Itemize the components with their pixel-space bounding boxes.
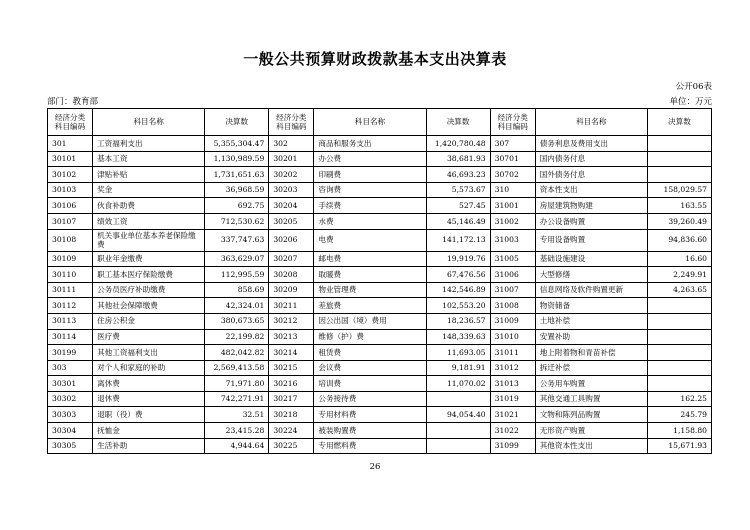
- code-cell: 302: [269, 136, 314, 152]
- value-cell: 482,042.82: [205, 345, 269, 361]
- value-cell: [647, 313, 711, 329]
- code-cell: 30701: [490, 151, 535, 167]
- name-cell: 被装购置费: [314, 423, 426, 439]
- header-value: 决算数: [647, 109, 711, 136]
- code-cell: 31001: [490, 198, 535, 214]
- name-cell: 专用设备购置: [535, 229, 647, 251]
- code-cell: 30209: [269, 282, 314, 298]
- name-cell: 其他资本性支出: [535, 438, 647, 454]
- value-cell: 1,158.80: [647, 423, 711, 439]
- value-cell: 18,236.57: [426, 313, 490, 329]
- header-name: 科目名称: [314, 109, 426, 136]
- code-cell: 30202: [269, 167, 314, 183]
- name-cell: 公务接待费: [314, 391, 426, 407]
- table-row: [48, 229, 712, 251]
- value-cell: 5,573.67: [426, 182, 490, 198]
- code-cell: 303: [48, 360, 93, 376]
- header-row: [48, 109, 712, 136]
- code-cell: 31006: [490, 267, 535, 283]
- code-cell: 31009: [490, 313, 535, 329]
- name-cell: 信息网络及软件购置更新: [535, 282, 647, 298]
- value-cell: 4,263.65: [647, 282, 711, 298]
- name-cell: 其他工资福利支出: [93, 345, 205, 361]
- name-cell: 办公费: [314, 151, 426, 167]
- name-cell: 拆迁补偿: [535, 360, 647, 376]
- name-cell: 取暖费: [314, 267, 426, 283]
- code-cell: 30114: [48, 329, 93, 345]
- name-cell: 文物和陈列品购置: [535, 407, 647, 423]
- code-cell: 31013: [490, 376, 535, 392]
- name-cell: 办公设备购置: [535, 213, 647, 229]
- value-cell: 712,530.62: [205, 213, 269, 229]
- name-cell: 国外债务付息: [535, 167, 647, 183]
- code-cell: 30305: [48, 438, 93, 454]
- code-cell: 31019: [490, 391, 535, 407]
- value-cell: 141,172.13: [426, 229, 490, 251]
- page-title: 一般公共预算财政拨款基本支出决算表: [243, 50, 507, 68]
- code-cell: 30214: [269, 345, 314, 361]
- meta-line: [47, 95, 712, 107]
- name-cell: 土地补偿: [535, 313, 647, 329]
- code-cell: 30216: [269, 376, 314, 392]
- table-row: [48, 438, 712, 454]
- code-cell: 30217: [269, 391, 314, 407]
- code-cell: 310: [490, 182, 535, 198]
- table-row: [48, 136, 712, 152]
- header-name: 科目名称: [93, 109, 205, 136]
- budget-table: [47, 108, 712, 454]
- name-cell: 退职（役）费: [93, 407, 205, 423]
- name-cell: 其他交通工具购置: [535, 391, 647, 407]
- value-cell: 19,919.76: [426, 251, 490, 267]
- name-cell: 伙食补助费: [93, 198, 205, 214]
- code-cell: 31008: [490, 298, 535, 314]
- value-cell: [426, 423, 490, 439]
- name-cell: 手续费: [314, 198, 426, 214]
- code-cell: 301: [48, 136, 93, 152]
- value-cell: [647, 298, 711, 314]
- table-row: [48, 407, 712, 423]
- code-cell: 30225: [269, 438, 314, 454]
- table-row: [48, 313, 712, 329]
- code-cell: 30199: [48, 345, 93, 361]
- code-cell: 30301: [48, 376, 93, 392]
- name-cell: 绩效工资: [93, 213, 205, 229]
- code-cell: 30203: [269, 182, 314, 198]
- value-cell: [647, 329, 711, 345]
- value-cell: 2,249.91: [647, 267, 711, 283]
- name-cell: 租赁费: [314, 345, 426, 361]
- value-cell: [647, 167, 711, 183]
- code-cell: 30103: [48, 182, 93, 198]
- value-cell: 23,415.28: [205, 423, 269, 439]
- value-cell: 36,968.59: [205, 182, 269, 198]
- code-cell: 31011: [490, 345, 535, 361]
- value-cell: 94,054.40: [426, 407, 490, 423]
- value-cell: 39,260.49: [647, 213, 711, 229]
- code-cell: 30224: [269, 423, 314, 439]
- value-cell: [647, 345, 711, 361]
- code-cell: 30112: [48, 298, 93, 314]
- code-cell: 30215: [269, 360, 314, 376]
- code-cell: 31003: [490, 229, 535, 251]
- name-cell: 会议费: [314, 360, 426, 376]
- code-cell: 31012: [490, 360, 535, 376]
- name-cell: 因公出国（境）费用: [314, 313, 426, 329]
- value-cell: 67,476.56: [426, 267, 490, 283]
- table-row: [48, 182, 712, 198]
- name-cell: 安置补助: [535, 329, 647, 345]
- code-cell: 30702: [490, 167, 535, 183]
- table-row: [48, 360, 712, 376]
- value-cell: 148,339.63: [426, 329, 490, 345]
- name-cell: 培训费: [314, 376, 426, 392]
- value-cell: 858.69: [205, 282, 269, 298]
- name-cell: 大型修缮: [535, 267, 647, 283]
- name-cell: 物业管理费: [314, 282, 426, 298]
- name-cell: 房屋建筑物购建: [535, 198, 647, 214]
- code-cell: 31007: [490, 282, 535, 298]
- value-cell: 71,971.80: [205, 376, 269, 392]
- name-cell: 资本性支出: [535, 182, 647, 198]
- value-cell: 337,747.63: [205, 229, 269, 251]
- name-cell: 工资福利支出: [93, 136, 205, 152]
- code-cell: 30218: [269, 407, 314, 423]
- table-row: [48, 423, 712, 439]
- value-cell: [426, 438, 490, 454]
- table-row: [48, 251, 712, 267]
- value-cell: 162.25: [647, 391, 711, 407]
- name-cell: 差旅费: [314, 298, 426, 314]
- value-cell: 692.75: [205, 198, 269, 214]
- name-cell: 专用材料费: [314, 407, 426, 423]
- code-cell: 30204: [269, 198, 314, 214]
- value-cell: 2,569,413.58: [205, 360, 269, 376]
- code-cell: 30101: [48, 151, 93, 167]
- name-cell: 对个人和家庭的补助: [93, 360, 205, 376]
- value-cell: 112,995.59: [205, 267, 269, 283]
- value-cell: 158,029.57: [647, 182, 711, 198]
- name-cell: 维修（护）费: [314, 329, 426, 345]
- code-cell: 30111: [48, 282, 93, 298]
- header-value: 决算数: [205, 109, 269, 136]
- table-row: [48, 329, 712, 345]
- name-cell: 退休费: [93, 391, 205, 407]
- name-cell: 商品和服务支出: [314, 136, 426, 152]
- value-cell: 363,629.07: [205, 251, 269, 267]
- name-cell: 国内债务付息: [535, 151, 647, 167]
- value-cell: [426, 391, 490, 407]
- code-cell: 31002: [490, 213, 535, 229]
- code-cell: 30304: [48, 423, 93, 439]
- value-cell: 38,681.93: [426, 151, 490, 167]
- value-cell: 45,146.49: [426, 213, 490, 229]
- code-cell: 30212: [269, 313, 314, 329]
- name-cell: 债务利息及费用支出: [535, 136, 647, 152]
- header-value: 决算数: [426, 109, 490, 136]
- name-cell: 印刷费: [314, 167, 426, 183]
- value-cell: 1,731,651.63: [205, 167, 269, 183]
- code-cell: 31022: [490, 423, 535, 439]
- name-cell: 职业年金缴费: [93, 251, 205, 267]
- table-row: [48, 267, 712, 283]
- budget-table-body: [48, 136, 712, 454]
- name-cell: 专用燃料费: [314, 438, 426, 454]
- name-cell: 抚恤金: [93, 423, 205, 439]
- page-number: 26: [369, 462, 381, 472]
- name-cell: 津贴补贴: [93, 167, 205, 183]
- value-cell: 742,271.91: [205, 391, 269, 407]
- value-cell: 4,944.64: [205, 438, 269, 454]
- code-cell: 31010: [490, 329, 535, 345]
- code-cell: 30106: [48, 198, 93, 214]
- name-cell: 生活补助: [93, 438, 205, 454]
- name-cell: 医疗费: [93, 329, 205, 345]
- name-cell: 职工基本医疗保险缴费: [93, 267, 205, 283]
- code-cell: 30113: [48, 313, 93, 329]
- value-cell: 163.55: [647, 198, 711, 214]
- name-cell: 公务用车购置: [535, 376, 647, 392]
- name-cell: 电费: [314, 229, 426, 251]
- value-cell: 46,693.23: [426, 167, 490, 183]
- unit-label: 单位：万元: [669, 97, 712, 107]
- name-cell: 其他社会保障缴费: [93, 298, 205, 314]
- name-cell: 奖金: [93, 182, 205, 198]
- name-cell: 机关事业单位基本养老保险缴费: [93, 229, 205, 251]
- value-cell: [647, 151, 711, 167]
- value-cell: [647, 360, 711, 376]
- name-cell: 物资储备: [535, 298, 647, 314]
- table-code-label: 公开06表: [675, 82, 712, 92]
- header-code: 经济分类 科目编码: [269, 109, 314, 136]
- value-cell: 102,553.20: [426, 298, 490, 314]
- code-cell: 30109: [48, 251, 93, 267]
- name-cell: 地上附着物和青苗补偿: [535, 345, 647, 361]
- value-cell: 11,070.02: [426, 376, 490, 392]
- name-cell: 公务员医疗补助缴费: [93, 282, 205, 298]
- code-cell: 30211: [269, 298, 314, 314]
- value-cell: 1,130,989.59: [205, 151, 269, 167]
- value-cell: [647, 376, 711, 392]
- code-cell: 30213: [269, 329, 314, 345]
- code-cell: 30201: [269, 151, 314, 167]
- name-cell: 住房公积金: [93, 313, 205, 329]
- code-cell: 31005: [490, 251, 535, 267]
- value-cell: 380,673.65: [205, 313, 269, 329]
- value-cell: 1,420,780.48: [426, 136, 490, 152]
- budget-table-header: [48, 109, 712, 136]
- table-row: [48, 391, 712, 407]
- value-cell: 527.45: [426, 198, 490, 214]
- code-cell: 30303: [48, 407, 93, 423]
- table-row: [48, 298, 712, 314]
- value-cell: 245.79: [647, 407, 711, 423]
- name-cell: 邮电费: [314, 251, 426, 267]
- code-cell: 30208: [269, 267, 314, 283]
- code-cell: 30207: [269, 251, 314, 267]
- table-row: [48, 198, 712, 214]
- department-label: 部门：教育部: [47, 97, 99, 107]
- value-cell: 142,546.89: [426, 282, 490, 298]
- code-cell: 30302: [48, 391, 93, 407]
- value-cell: 11,693.05: [426, 345, 490, 361]
- name-cell: 水费: [314, 213, 426, 229]
- value-cell: 5,355,304.47: [205, 136, 269, 152]
- header-name: 科目名称: [535, 109, 647, 136]
- code-cell: 30110: [48, 267, 93, 283]
- code-cell: 31099: [490, 438, 535, 454]
- code-cell: 30107: [48, 213, 93, 229]
- code-cell: 30102: [48, 167, 93, 183]
- table-row: [48, 151, 712, 167]
- value-cell: 42,324.01: [205, 298, 269, 314]
- value-cell: 32.51: [205, 407, 269, 423]
- value-cell: 22,199.82: [205, 329, 269, 345]
- code-cell: 31021: [490, 407, 535, 423]
- value-cell: 9,181.91: [426, 360, 490, 376]
- value-cell: 16.60: [647, 251, 711, 267]
- value-cell: 94,836.60: [647, 229, 711, 251]
- name-cell: 基本工资: [93, 151, 205, 167]
- name-cell: 咨询费: [314, 182, 426, 198]
- table-row: [48, 345, 712, 361]
- code-cell: 30108: [48, 229, 93, 251]
- code-cell: 30205: [269, 213, 314, 229]
- table-row: [48, 376, 712, 392]
- value-cell: [647, 136, 711, 152]
- value-cell: 15,671.93: [647, 438, 711, 454]
- header-code: 经济分类 科目编码: [490, 109, 535, 136]
- name-cell: 离休费: [93, 376, 205, 392]
- name-cell: 无形资产购置: [535, 423, 647, 439]
- table-row: [48, 282, 712, 298]
- name-cell: 基础设施建设: [535, 251, 647, 267]
- header-code: 经济分类 科目编码: [48, 109, 93, 136]
- table-row: [48, 167, 712, 183]
- code-cell: 307: [490, 136, 535, 152]
- code-cell: 30206: [269, 229, 314, 251]
- table-row: [48, 213, 712, 229]
